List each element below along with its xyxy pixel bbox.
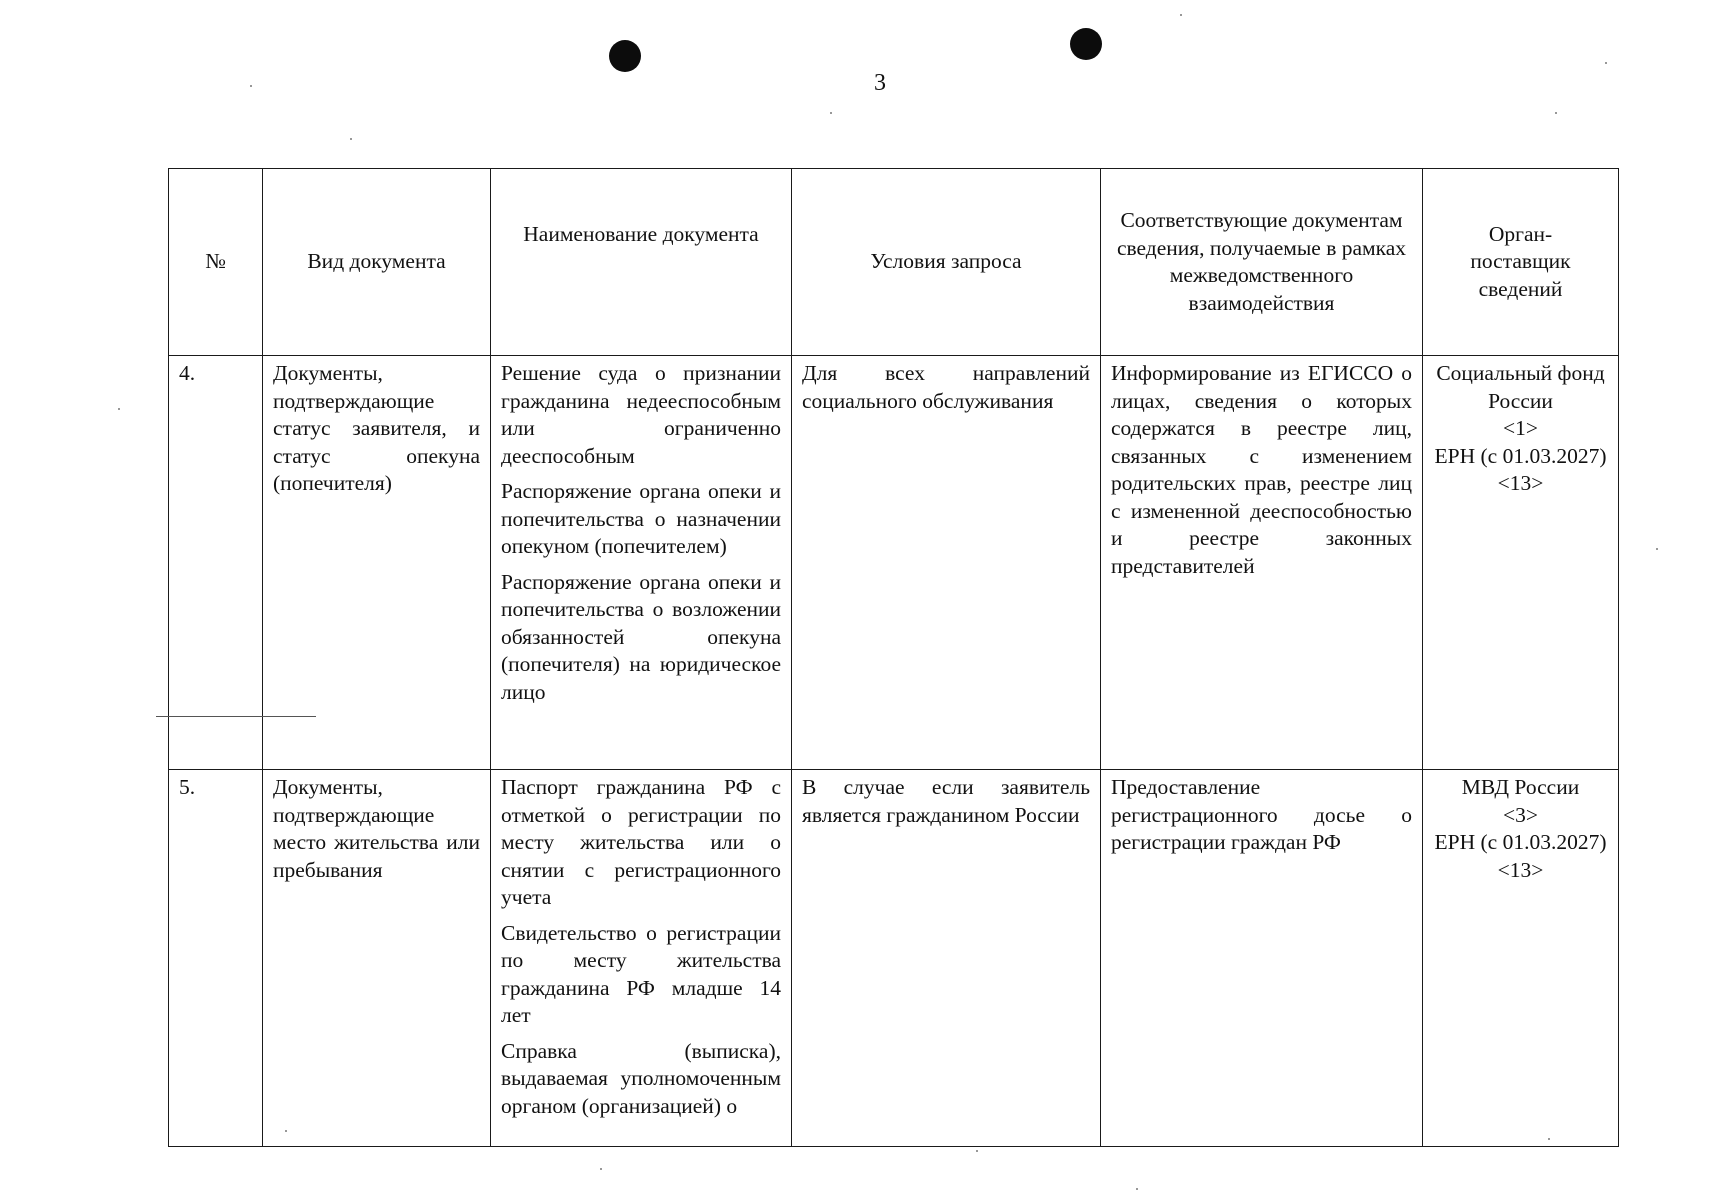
provider-name: МВД России <box>1461 775 1580 799</box>
scan-speck <box>1548 1138 1550 1140</box>
scan-speck <box>1136 1188 1138 1190</box>
doc-name-item: Свидетельство о регистрации по месту жительства гражданина РФ младше 14 лет <box>501 920 781 1027</box>
provider-ref: <3> <box>1502 802 1538 827</box>
scan-speck <box>1605 62 1607 64</box>
table-row <box>169 770 1619 1147</box>
scan-speck <box>976 1150 978 1152</box>
conditions-cell: Для всех направлений социального обслуживания <box>792 356 1101 770</box>
documents-table <box>168 168 1619 1147</box>
provider-ref: <13> <box>1497 471 1544 495</box>
table-row <box>169 356 1619 770</box>
scan-artifact-line <box>156 716 316 717</box>
doc-names-cell <box>491 770 792 1147</box>
scan-speck <box>1555 112 1557 114</box>
header-doc-name: Наименование документа <box>491 169 792 356</box>
doc-name-item: Справка (выписка), выдаваемая уполномоченным органом (организацией) о <box>501 1038 781 1118</box>
header-conditions: Условия запроса <box>792 169 1101 356</box>
scan-speck <box>285 1130 287 1132</box>
page-number: 3 <box>874 70 886 96</box>
scan-speck <box>830 112 832 114</box>
conditions-cell: В случае если заявитель является гражданином России <box>792 770 1101 1147</box>
scan-speck <box>1656 548 1658 550</box>
doc-name-item: Распоряжение органа опеки и попечительства о назначении опекуном (попечителем) <box>501 479 781 558</box>
table-header-row <box>169 169 1619 356</box>
scan-speck <box>118 408 120 410</box>
info-cell: Информирование из ЕГИССО о лицах, сведения о которых содержатся в реестре лиц, связанных с изменением родительских прав, реестре лиц с измененной дееспособностью и реестре законных представителей <box>1101 356 1423 770</box>
doc-type-cell: Документы, подтверждающие статус заявителя, и статус опекуна (попечителя) <box>263 356 491 770</box>
provider-cell <box>1423 770 1619 1147</box>
doc-name-item: Решение суда о признании гражданина недееспособным или ограниченно дееспособным <box>501 361 781 468</box>
header-provider: Орган-поставщик сведений <box>1423 169 1619 356</box>
provider-name: Социальный фонд России <box>1436 361 1605 413</box>
doc-name-item: Паспорт гражданина РФ с отметкой о регистрации по месту жительства или о снятии с регистрационного учета <box>501 775 781 909</box>
scan-speck <box>250 85 252 87</box>
header-doc-type: Вид документа <box>263 169 491 356</box>
doc-names-cell <box>491 356 792 770</box>
provider-ern: ЕРН (с 01.03.2027) <box>1434 830 1607 854</box>
scan-speck <box>600 1168 602 1170</box>
scan-speck <box>1180 14 1182 16</box>
doc-type-cell: Документы, подтверждающие место жительства или пребывания <box>263 770 491 1147</box>
provider-ern: ЕРН (с 01.03.2027) <box>1434 443 1607 468</box>
scan-speck <box>350 138 352 140</box>
provider-ref: <13> <box>1497 857 1544 882</box>
row-number: 4. <box>169 356 263 770</box>
provider-ref: <1> <box>1502 416 1538 440</box>
info-cell: Предоставление регистрационного досье о регистрации граждан РФ <box>1101 770 1423 1147</box>
row-number: 5. <box>169 770 263 1147</box>
header-number: № <box>169 169 263 356</box>
doc-name-item: Распоряжение органа опеки и попечительства о возложении обязанностей опекуна (попечителя) на юридическое лицо <box>501 569 781 704</box>
punch-hole-left <box>609 40 641 72</box>
punch-hole-right <box>1070 28 1102 60</box>
header-info: Соответствующие документам сведения, получаемые в рамках межведомственного взаимодействия <box>1101 169 1423 356</box>
provider-cell <box>1423 356 1619 770</box>
